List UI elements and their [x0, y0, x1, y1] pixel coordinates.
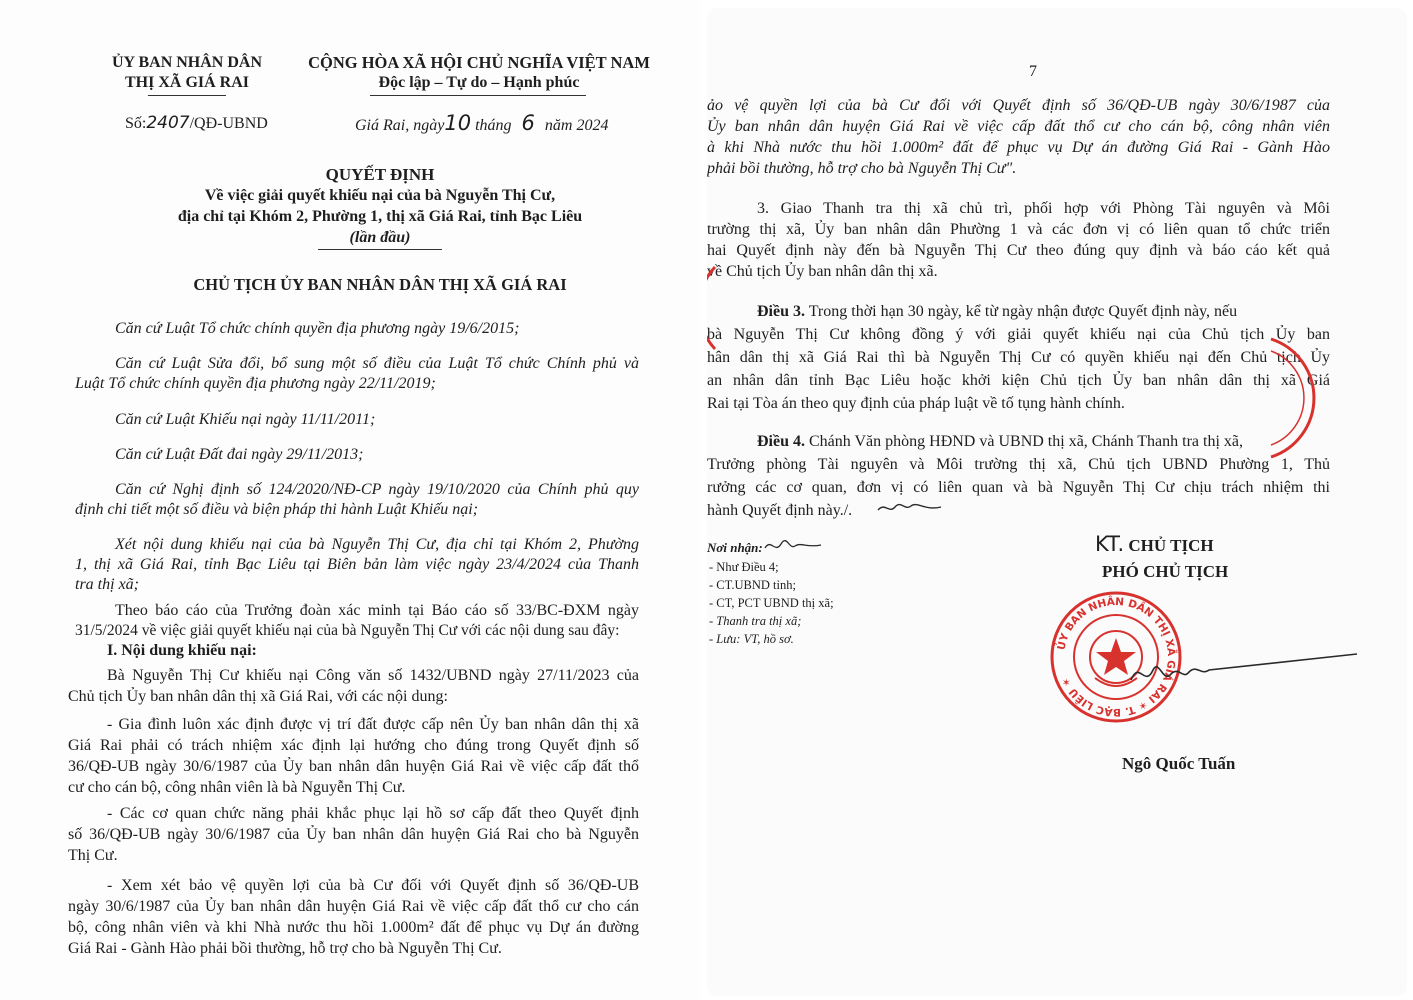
body-line: trường thị xã, Ủy ban nhân dân Phường 1 và các đơn vị có liên quan tổ chức triển [707, 221, 1330, 238]
body-line: Trưởng phòng Tài nguyên và Môi trường thị xã, Chủ tịch UBND Phường 1, Thủ [707, 456, 1330, 473]
page-number: 7 [1029, 63, 1037, 80]
body-line: 36/QĐ-UB ngày 30/6/1987 của Ủy ban nhân dân huyện Giá Rai về việc cấp đất thổ [68, 758, 639, 775]
body-line: rưởng các cơ quan, đơn vị có liên quan và bà Nguyễn Thị Cư chịu trách nhiệm thi [707, 479, 1330, 496]
signer-name: Ngô Quốc Tuấn [1122, 754, 1236, 773]
body-line: 3. Giao Thanh tra thị xã chủ trì, phối hợp với Phòng Tài nguyên và Môi [757, 200, 1330, 217]
body-line: - Xem xét bảo vệ quyền lợi của bà Cư đối với Quyết định số 36/QĐ-UB [107, 877, 639, 894]
recipient-item: - CT, PCT UBND thị xã; [709, 596, 834, 610]
signature-line-kt: KT. CHỦ TỊCH [1095, 532, 1214, 556]
agency-line-1: ỦY BAN NHÂN DÂN [111, 54, 263, 71]
article-3-line: Điều 3. Trong thời hạn 30 ngày, kể từ ngày nhận được Quyết định này, nếu [757, 303, 1238, 320]
body-line: Ủy ban nhân dân huyện Giá Rai về việc cấp đất thổ cư cho cán bộ, công nhân viên [707, 118, 1330, 135]
body-line: hành Quyết định này./. [707, 502, 853, 519]
recipient-item: - CT.UBND tỉnh; [709, 578, 796, 592]
basis-line: 1, thị xã Giá Rai, tỉnh Bạc Liêu tại Biên bản làm việc ngày 23/4/2024 của Thanh [75, 556, 639, 573]
document-title: QUYẾT ĐỊNH [325, 165, 435, 184]
recipients-label: Nơi nhận: [707, 540, 763, 555]
recipient-item: - Thanh tra thị xã; [709, 614, 802, 628]
issuing-authority: CHỦ TỊCH ỦY BAN NHÂN DÂN THỊ XÃ GIÁ RAI [193, 275, 567, 294]
title-underline [318, 249, 442, 250]
body-line: Giá Rai phải có trách nhiệm xác định lại hướng cho đúng trong Quyết định số [68, 737, 639, 754]
partial-seal-right-icon [1267, 333, 1317, 463]
article-3-label: Điều 3. [757, 303, 805, 320]
recipient-item: - Như Điều 4; [709, 560, 779, 574]
signer-title: PHÓ CHỦ TỊCH [1102, 562, 1229, 581]
nation-line-1: CỘNG HÒA XÃ HỘI CHỦ NGHĨA VIỆT NAM [308, 53, 650, 72]
body-line: bà Nguyễn Thị Cư không đồng ý với giải quyết khiếu nại của Chủ tịch Ủy ban [707, 326, 1330, 343]
basis-line: Căn cứ Luật Tổ chức chính quyền địa phương ngày 19/6/2015; [115, 320, 520, 337]
basis-line: Căn cứ Luật Đất đai ngày 29/11/2013; [115, 446, 364, 463]
basis-line: Luật Tổ chức chính quyền địa phương ngày 22/11/2019; [75, 375, 436, 392]
body-line: hân dân thị xã Giá Rai thì bà Nguyễn Thị Cư có quyền khiếu nại đến Chủ tịch Ủy [707, 349, 1330, 366]
body-line: Chủ tịch Ủy ban nhân dân thị xã Giá Rai, với các nội dung: [68, 688, 448, 705]
basis-line: định chi tiết một số điều và biện pháp thi hành Luật Khiếu nại; [75, 501, 479, 518]
body-line: Thị Cư. [68, 847, 118, 864]
body-line: à khi Nhà nước thu hồi 1.000m² đất để phục vụ Dự án đường Giá Rai - Gành Hào [707, 139, 1330, 156]
basis-line: Căn cứ Nghị định số 124/2020/NĐ-CP ngày 19/10/2020 của Chính phủ quy [115, 481, 639, 498]
body-line: Rai tại Tòa án theo quy định của pháp luật về tố tụng hành chính. [707, 395, 1125, 412]
subject-line-2: địa chỉ tại Khóm 2, Phường 1, thị xã Giá Rai, tỉnh Bạc Liêu [177, 208, 583, 225]
article-4-label: Điều 4. [757, 433, 805, 450]
body-line: Bà Nguyễn Thị Cư khiếu nại Công văn số 1432/UBND ngày 27/11/2023 của [107, 667, 639, 684]
basis-line: Căn cứ Luật Khiếu nại ngày 11/11/2011; [115, 411, 376, 428]
body-line: ảo vệ quyền lợi của bà Cư đối với Quyết định số 36/QĐ-UB ngày 30/6/1987 của [707, 97, 1330, 114]
subject-line-3: (lần đầu) [349, 229, 411, 246]
right-document-page [707, 8, 1407, 996]
body-line: hai Quyết định này đến bà Nguyễn Thị Cư theo đúng quy định và báo cáo kết quả [707, 242, 1330, 259]
handwritten-signature-icon [1127, 640, 1367, 700]
recipients-initials-icon [763, 536, 823, 556]
nation-line-2: Độc lập – Tự do – Hạnh phúc [378, 74, 580, 91]
document-number-handwritten: 2407 [146, 113, 190, 133]
body-line: an nhân dân tỉnh Bạc Liêu hoặc khởi kiện Chủ tịch Ủy ban nhân dân thị xã Giá [707, 372, 1330, 389]
article-4-line: Điều 4. Chánh Văn phòng HĐND và UBND thị xã, Chánh Thanh tra thị xã, [757, 433, 1244, 450]
document-number: Số:2407/QĐ-UBND [125, 113, 268, 133]
body-line: phải bồi thường, hỗ trợ cho bà Nguyễn Thị Cư". [707, 160, 1017, 177]
body-line: ngày 30/6/1987 của Ủy ban nhân dân huyện Giá Rai về việc cấp đất thổ cư cho cán [68, 898, 639, 915]
basis-line: tra thị xã; [75, 576, 139, 593]
svg-text:ỦY BAN NHÂN DÂN THỊ XÃ GIÁ RAI: ỦY BAN NHÂN DÂN THỊ XÃ GIÁ RAI ✶ T. BẠC LIÊU ✶ [1055, 595, 1178, 719]
body-line: - Các cơ quan chức năng phải khắc phục lại hồ sơ cấp đất theo Quyết định [107, 805, 639, 822]
body-line: Giá Rai - Gành Hào phải bồi thường, hỗ trợ cho bà Nguyễn Thị Cư. [68, 940, 502, 957]
body-line: - Gia đình luôn xác định được vị trí đất được cấp nên Ủy ban nhân dân thị xã [107, 716, 639, 733]
nation-underline [370, 95, 586, 96]
body-line: bộ, công nhân viên và khi Nhà nước thu hồi 1.000m² đất để phục vụ Dự án đường [68, 919, 639, 936]
basis-line: Xét nội dung khiếu nại của bà Nguyễn Thị Cư, địa chỉ tại Khóm 2, Phường [115, 536, 639, 553]
subject-line-1: Về việc giải quyết khiếu nại của bà Nguyễn Thị Cư, [204, 187, 556, 204]
section-heading: I. Nội dung khiếu nại: [107, 642, 257, 659]
recipient-item: - Lưu: VT, hồ sơ. [709, 632, 794, 646]
agency-line-2: THỊ XÃ GIÁ RAI [124, 74, 249, 91]
agency-underline [148, 95, 226, 96]
body-line: cư cho cán bộ, công nhân viên là bà Nguyễn Thị Cư. [68, 779, 406, 796]
document-date: Giá Rai, ngày10 tháng 6 năm 2024 [355, 111, 609, 135]
basis-line: Căn cứ Luật Sửa đổi, bổ sung một số điều của Luật Tổ chức Chính phủ và [115, 355, 639, 372]
left-document-page [0, 0, 700, 1000]
body-line: về Chủ tịch Ủy ban nhân dân thị xã. [707, 263, 938, 280]
body-line: số 36/QĐ-UB ngày 30/6/1987 của Ủy ban nhân dân huyện Giá Rai cho bà Nguyễn [68, 826, 639, 843]
body-line: Theo báo cáo của Trưởng đoàn xác minh tại Báo cáo số 33/BC-ĐXM ngày [115, 602, 639, 619]
partial-seal-left-icon [707, 263, 719, 353]
body-line: 31/5/2024 về việc giải quyết khiếu nại của bà Nguyễn Thị Cư với các nội dung sau đây: [75, 622, 620, 639]
initials-mark-icon [875, 498, 945, 518]
